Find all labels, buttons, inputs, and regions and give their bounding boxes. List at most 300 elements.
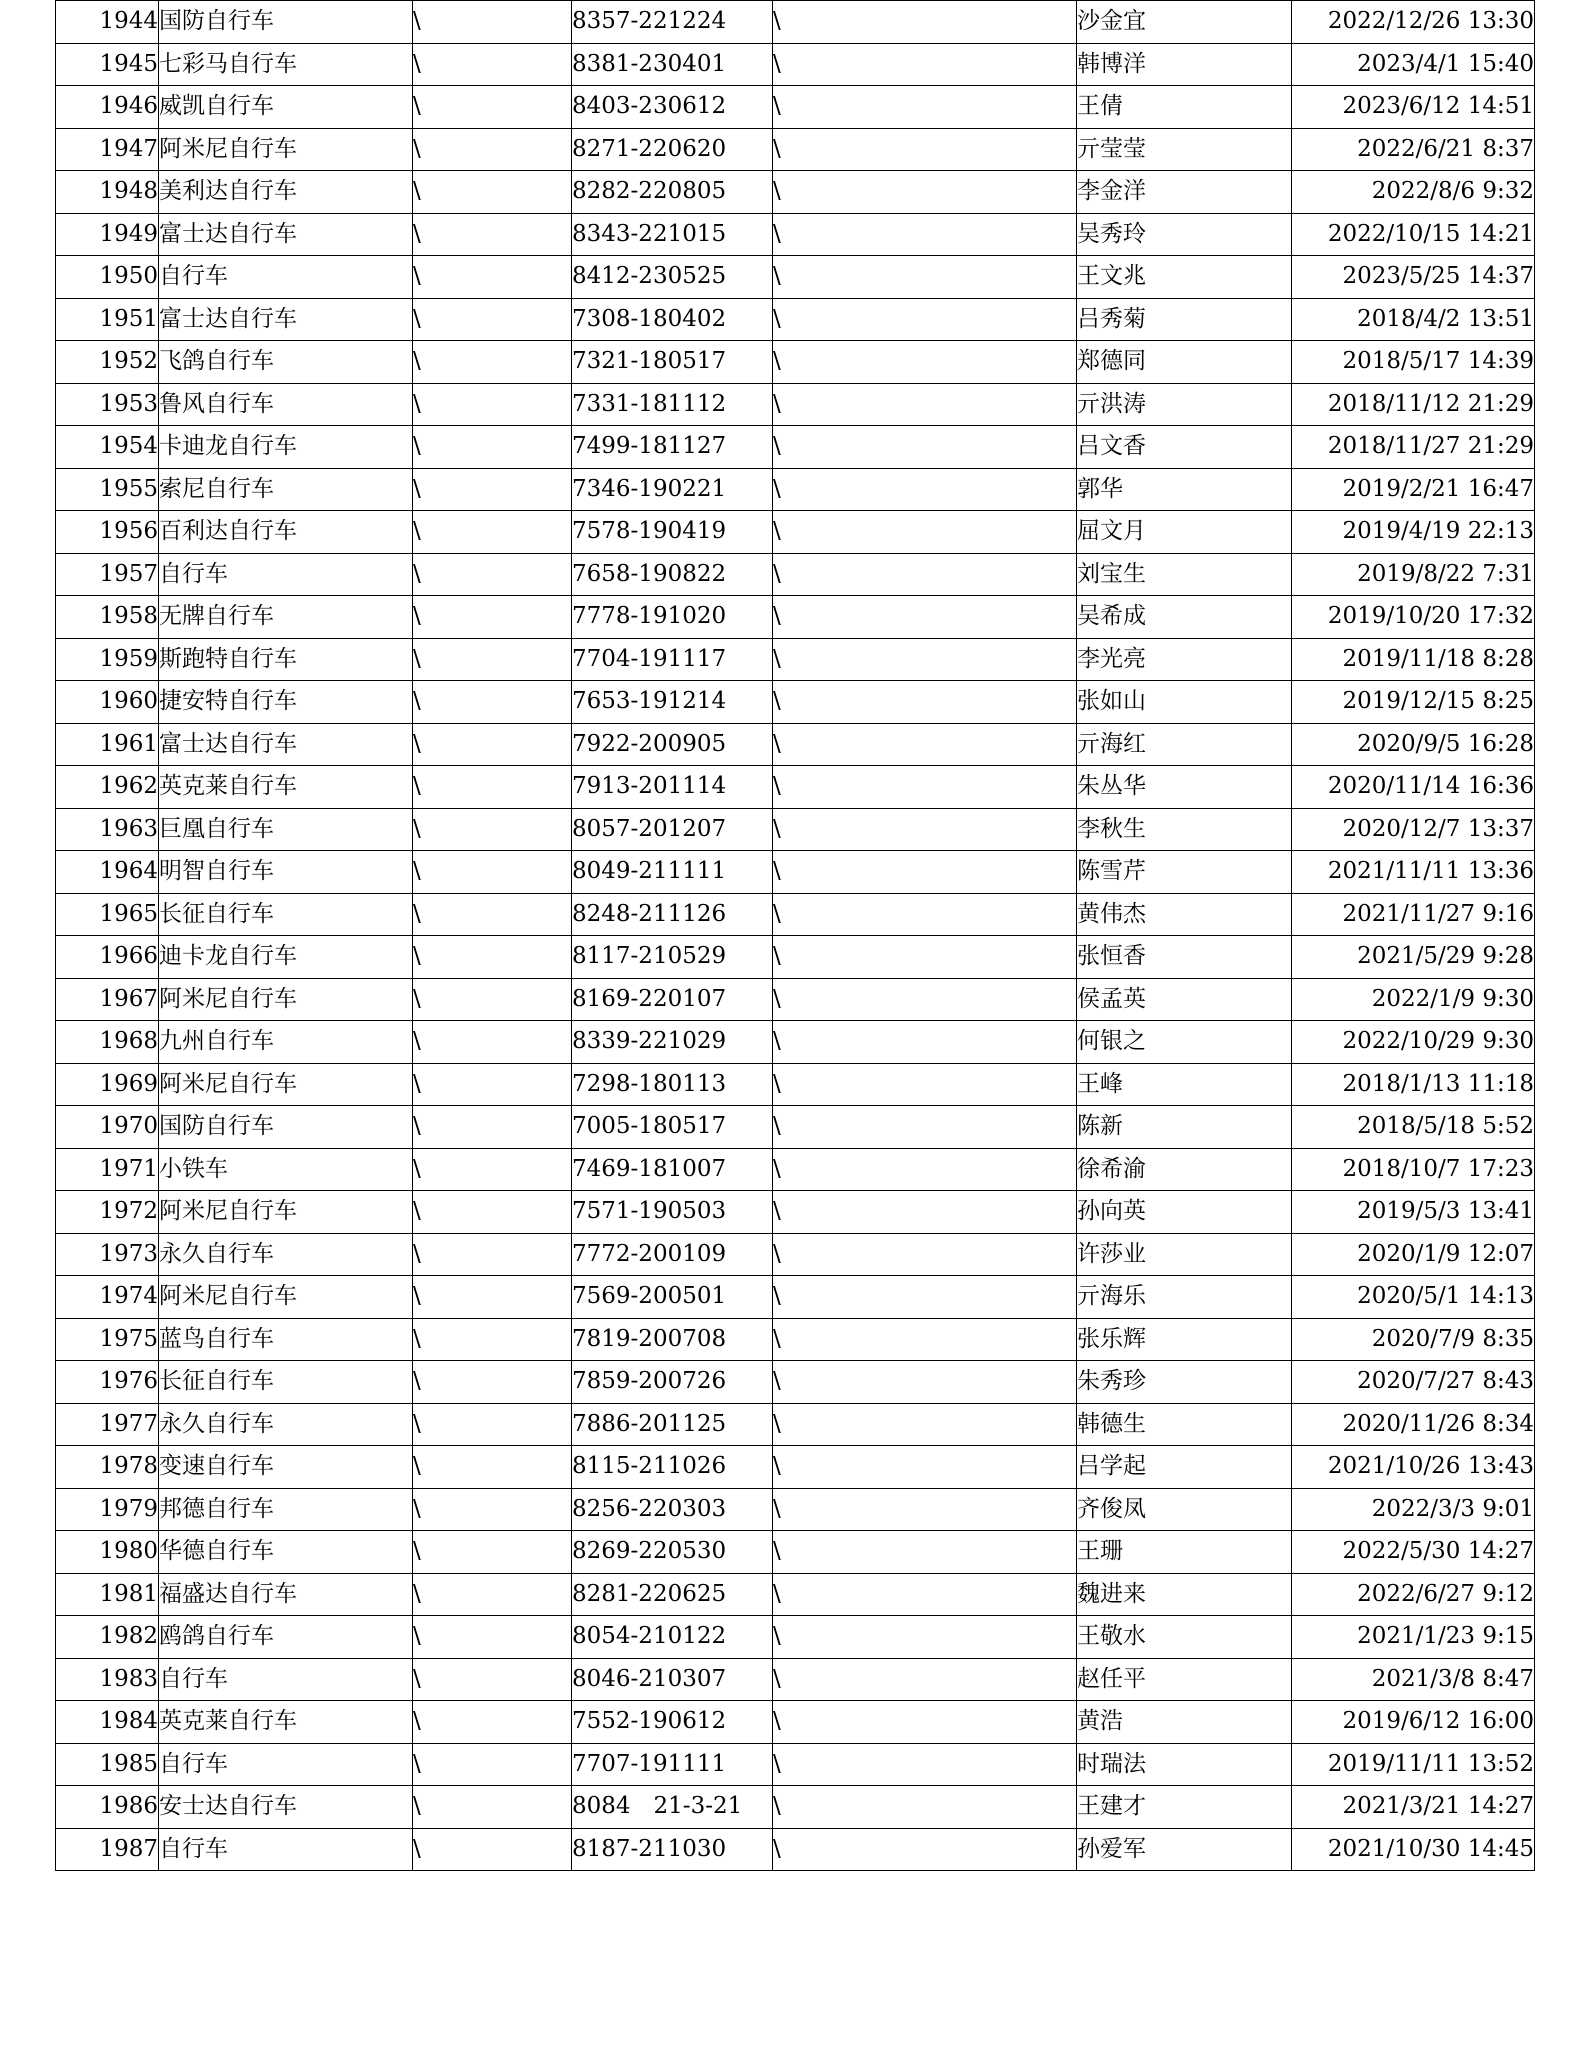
table-row — [56, 383, 1535, 426]
table-row — [56, 1106, 1535, 1149]
registered-time-cell: 2021/1/23 9:15 — [1292, 1616, 1535, 1659]
empty-marker-cell: \ — [413, 1531, 572, 1574]
empty-marker-cell: \ — [413, 468, 572, 511]
owner-name-cell: 孙向英 — [1077, 1191, 1292, 1234]
empty-marker-cell: \ — [413, 723, 572, 766]
tag-code-cell: 8271-220620 — [572, 128, 773, 171]
owner-name-cell: 朱丛华 — [1077, 766, 1292, 809]
empty-marker-cell: \ — [773, 1531, 1077, 1574]
table-row — [56, 1658, 1535, 1701]
registered-time-cell: 2020/5/1 14:13 — [1292, 1276, 1535, 1319]
record-number-cell: 1968 — [56, 1021, 159, 1064]
owner-name-cell: 吕学起 — [1077, 1446, 1292, 1489]
empty-marker-cell: \ — [773, 723, 1077, 766]
table-row — [56, 1233, 1535, 1276]
table-row — [56, 596, 1535, 639]
tag-code-cell: 7346-190221 — [572, 468, 773, 511]
empty-marker-cell: \ — [413, 936, 572, 979]
empty-marker-cell: \ — [413, 1403, 572, 1446]
owner-name-cell: 魏进来 — [1077, 1573, 1292, 1616]
table-row — [56, 1786, 1535, 1829]
record-number-cell: 1966 — [56, 936, 159, 979]
tag-code-cell: 7819-200708 — [572, 1318, 773, 1361]
empty-marker-cell: \ — [413, 128, 572, 171]
empty-marker-cell: \ — [413, 213, 572, 256]
tag-code-cell: 8381-230401 — [572, 43, 773, 86]
empty-marker-cell: \ — [773, 1, 1077, 44]
record-number-cell: 1975 — [56, 1318, 159, 1361]
empty-marker-cell: \ — [413, 1106, 572, 1149]
empty-marker-cell: \ — [773, 213, 1077, 256]
empty-marker-cell: \ — [773, 1318, 1077, 1361]
record-number-cell: 1964 — [56, 851, 159, 894]
vehicle-name-cell: 阿米尼自行车 — [159, 1276, 413, 1319]
empty-marker-cell: \ — [413, 1446, 572, 1489]
empty-marker-cell: \ — [413, 596, 572, 639]
table-row — [56, 723, 1535, 766]
table-row — [56, 1488, 1535, 1531]
record-number-cell: 1978 — [56, 1446, 159, 1489]
empty-marker-cell: \ — [413, 1786, 572, 1829]
owner-name-cell: 侯孟英 — [1077, 978, 1292, 1021]
table-row — [56, 1828, 1535, 1871]
owner-name-cell: 王倩 — [1077, 86, 1292, 129]
vehicle-name-cell: 自行车 — [159, 1743, 413, 1786]
empty-marker-cell: \ — [773, 1361, 1077, 1404]
table-row — [56, 213, 1535, 256]
owner-name-cell: 韩博洋 — [1077, 43, 1292, 86]
vehicle-name-cell: 七彩马自行车 — [159, 43, 413, 86]
record-number-cell: 1973 — [56, 1233, 159, 1276]
vehicle-name-cell: 阿米尼自行车 — [159, 1063, 413, 1106]
owner-name-cell: 王珊 — [1077, 1531, 1292, 1574]
vehicle-name-cell: 巨凰自行车 — [159, 808, 413, 851]
empty-marker-cell: \ — [413, 1743, 572, 1786]
table-row — [56, 1148, 1535, 1191]
registered-time-cell: 2022/8/6 9:32 — [1292, 171, 1535, 214]
empty-marker-cell: \ — [413, 1148, 572, 1191]
registered-time-cell: 2018/11/12 21:29 — [1292, 383, 1535, 426]
vehicle-name-cell: 华德自行车 — [159, 1531, 413, 1574]
record-number-cell: 1957 — [56, 553, 159, 596]
record-number-cell: 1945 — [56, 43, 159, 86]
empty-marker-cell: \ — [413, 681, 572, 724]
tag-code-cell: 8403-230612 — [572, 86, 773, 129]
record-number-cell: 1971 — [56, 1148, 159, 1191]
empty-marker-cell: \ — [413, 978, 572, 1021]
registered-time-cell: 2021/3/21 14:27 — [1292, 1786, 1535, 1829]
registered-time-cell: 2022/6/21 8:37 — [1292, 128, 1535, 171]
record-number-cell: 1974 — [56, 1276, 159, 1319]
vehicle-name-cell: 国防自行车 — [159, 1, 413, 44]
empty-marker-cell: \ — [773, 596, 1077, 639]
table-row — [56, 426, 1535, 469]
empty-marker-cell: \ — [773, 978, 1077, 1021]
vehicle-name-cell: 自行车 — [159, 256, 413, 299]
empty-marker-cell: \ — [413, 1616, 572, 1659]
empty-marker-cell: \ — [413, 638, 572, 681]
table-row — [56, 1531, 1535, 1574]
vehicle-name-cell: 邦德自行车 — [159, 1488, 413, 1531]
table-row — [56, 1701, 1535, 1744]
tag-code-cell: 7653-191214 — [572, 681, 773, 724]
registered-time-cell: 2018/1/13 11:18 — [1292, 1063, 1535, 1106]
record-number-cell: 1976 — [56, 1361, 159, 1404]
tag-code-cell: 8115-211026 — [572, 1446, 773, 1489]
registered-time-cell: 2019/8/22 7:31 — [1292, 553, 1535, 596]
vehicle-name-cell: 安士达自行车 — [159, 1786, 413, 1829]
table-row — [56, 511, 1535, 554]
record-number-cell: 1965 — [56, 893, 159, 936]
empty-marker-cell: \ — [773, 511, 1077, 554]
registered-time-cell: 2022/10/15 14:21 — [1292, 213, 1535, 256]
empty-marker-cell: \ — [773, 86, 1077, 129]
vehicle-name-cell: 威凯自行车 — [159, 86, 413, 129]
tag-code-cell: 7772-200109 — [572, 1233, 773, 1276]
tag-code-cell: 8117-210529 — [572, 936, 773, 979]
table-row — [56, 808, 1535, 851]
vehicle-name-cell: 阿米尼自行车 — [159, 128, 413, 171]
empty-marker-cell: \ — [773, 1743, 1077, 1786]
empty-marker-cell: \ — [773, 341, 1077, 384]
record-number-cell: 1960 — [56, 681, 159, 724]
table-row — [56, 43, 1535, 86]
tag-code-cell: 7005-180517 — [572, 1106, 773, 1149]
vehicle-name-cell: 百利达自行车 — [159, 511, 413, 554]
record-number-cell: 1952 — [56, 341, 159, 384]
empty-marker-cell: \ — [773, 851, 1077, 894]
tag-code-cell: 8084 21-3-21 — [572, 1786, 773, 1829]
table-row — [56, 1743, 1535, 1786]
registered-time-cell: 2022/10/29 9:30 — [1292, 1021, 1535, 1064]
registered-time-cell: 2019/10/20 17:32 — [1292, 596, 1535, 639]
vehicle-name-cell: 鸥鸽自行车 — [159, 1616, 413, 1659]
table-row — [56, 851, 1535, 894]
empty-marker-cell: \ — [413, 1658, 572, 1701]
vehicle-name-cell: 富士达自行车 — [159, 298, 413, 341]
empty-marker-cell: \ — [773, 553, 1077, 596]
tag-code-cell: 8339-221029 — [572, 1021, 773, 1064]
vehicle-name-cell: 阿米尼自行车 — [159, 978, 413, 1021]
empty-marker-cell: \ — [413, 851, 572, 894]
vehicle-name-cell: 福盛达自行车 — [159, 1573, 413, 1616]
record-number-cell: 1979 — [56, 1488, 159, 1531]
table-row — [56, 1318, 1535, 1361]
vehicle-name-cell: 长征自行车 — [159, 1361, 413, 1404]
record-number-cell: 1972 — [56, 1191, 159, 1234]
empty-marker-cell: \ — [413, 86, 572, 129]
registered-time-cell: 2019/12/15 8:25 — [1292, 681, 1535, 724]
registered-time-cell: 2020/1/9 12:07 — [1292, 1233, 1535, 1276]
vehicle-name-cell: 长征自行车 — [159, 893, 413, 936]
record-number-cell: 1958 — [56, 596, 159, 639]
owner-name-cell: 王敬水 — [1077, 1616, 1292, 1659]
tag-code-cell: 7569-200501 — [572, 1276, 773, 1319]
tag-code-cell: 8357-221224 — [572, 1, 773, 44]
table-row — [56, 893, 1535, 936]
record-number-cell: 1984 — [56, 1701, 159, 1744]
owner-name-cell: 刘宝生 — [1077, 553, 1292, 596]
empty-marker-cell: \ — [413, 1828, 572, 1871]
record-number-cell: 1961 — [56, 723, 159, 766]
empty-marker-cell: \ — [773, 1276, 1077, 1319]
tag-code-cell: 7886-201125 — [572, 1403, 773, 1446]
table-row — [56, 1, 1535, 44]
vehicle-name-cell: 美利达自行车 — [159, 171, 413, 214]
record-number-cell: 1969 — [56, 1063, 159, 1106]
tag-code-cell: 7308-180402 — [572, 298, 773, 341]
owner-name-cell: 王建才 — [1077, 1786, 1292, 1829]
record-number-cell: 1949 — [56, 213, 159, 256]
owner-name-cell: 吴秀玲 — [1077, 213, 1292, 256]
vehicle-name-cell: 富士达自行车 — [159, 723, 413, 766]
empty-marker-cell: \ — [413, 1361, 572, 1404]
tag-code-cell: 8049-211111 — [572, 851, 773, 894]
empty-marker-cell: \ — [413, 341, 572, 384]
record-number-cell: 1950 — [56, 256, 159, 299]
empty-marker-cell: \ — [773, 256, 1077, 299]
vehicle-name-cell: 索尼自行车 — [159, 468, 413, 511]
record-number-cell: 1983 — [56, 1658, 159, 1701]
registered-time-cell: 2021/5/29 9:28 — [1292, 936, 1535, 979]
tag-code-cell: 7552-190612 — [572, 1701, 773, 1744]
registered-time-cell: 2021/10/30 14:45 — [1292, 1828, 1535, 1871]
record-number-cell: 1967 — [56, 978, 159, 1021]
table-row — [56, 298, 1535, 341]
registered-time-cell: 2023/6/12 14:51 — [1292, 86, 1535, 129]
registered-time-cell: 2018/5/17 14:39 — [1292, 341, 1535, 384]
record-number-cell: 1982 — [56, 1616, 159, 1659]
empty-marker-cell: \ — [413, 1488, 572, 1531]
registered-time-cell: 2020/11/26 8:34 — [1292, 1403, 1535, 1446]
registered-time-cell: 2020/7/27 8:43 — [1292, 1361, 1535, 1404]
tag-code-cell: 7331-181112 — [572, 383, 773, 426]
owner-name-cell: 屈文月 — [1077, 511, 1292, 554]
owner-name-cell: 朱秀珍 — [1077, 1361, 1292, 1404]
empty-marker-cell: \ — [773, 808, 1077, 851]
empty-marker-cell: \ — [773, 43, 1077, 86]
registered-time-cell: 2018/4/2 13:51 — [1292, 298, 1535, 341]
table-row — [56, 468, 1535, 511]
empty-marker-cell: \ — [413, 426, 572, 469]
record-number-cell: 1951 — [56, 298, 159, 341]
registered-time-cell: 2019/11/11 13:52 — [1292, 1743, 1535, 1786]
empty-marker-cell: \ — [773, 1488, 1077, 1531]
empty-marker-cell: \ — [773, 468, 1077, 511]
empty-marker-cell: \ — [773, 383, 1077, 426]
vehicle-name-cell: 明智自行车 — [159, 851, 413, 894]
tag-code-cell: 8046-210307 — [572, 1658, 773, 1701]
owner-name-cell: 吕秀菊 — [1077, 298, 1292, 341]
record-number-cell: 1953 — [56, 383, 159, 426]
table-row — [56, 128, 1535, 171]
registered-time-cell: 2019/5/3 13:41 — [1292, 1191, 1535, 1234]
tag-code-cell: 8054-210122 — [572, 1616, 773, 1659]
owner-name-cell: 陈雪芹 — [1077, 851, 1292, 894]
tag-code-cell: 7499-181127 — [572, 426, 773, 469]
empty-marker-cell: \ — [413, 298, 572, 341]
empty-marker-cell: \ — [413, 1701, 572, 1744]
table-row — [56, 341, 1535, 384]
empty-marker-cell: \ — [413, 43, 572, 86]
tag-code-cell: 8343-221015 — [572, 213, 773, 256]
registered-time-cell: 2022/3/3 9:01 — [1292, 1488, 1535, 1531]
vehicle-name-cell: 永久自行车 — [159, 1233, 413, 1276]
record-number-cell: 1987 — [56, 1828, 159, 1871]
record-number-cell: 1959 — [56, 638, 159, 681]
owner-name-cell: 亓海红 — [1077, 723, 1292, 766]
registered-time-cell: 2020/12/7 13:37 — [1292, 808, 1535, 851]
registered-time-cell: 2022/6/27 9:12 — [1292, 1573, 1535, 1616]
tag-code-cell: 8281-220625 — [572, 1573, 773, 1616]
vehicle-name-cell: 小铁车 — [159, 1148, 413, 1191]
tag-code-cell: 7571-190503 — [572, 1191, 773, 1234]
owner-name-cell: 韩德生 — [1077, 1403, 1292, 1446]
records-table — [55, 0, 1535, 1871]
vehicle-name-cell: 永久自行车 — [159, 1403, 413, 1446]
owner-name-cell: 亓洪涛 — [1077, 383, 1292, 426]
record-number-cell: 1946 — [56, 86, 159, 129]
vehicle-name-cell: 英克莱自行车 — [159, 766, 413, 809]
registered-time-cell: 2023/5/25 14:37 — [1292, 256, 1535, 299]
owner-name-cell: 许莎业 — [1077, 1233, 1292, 1276]
record-number-cell: 1948 — [56, 171, 159, 214]
table-row — [56, 1573, 1535, 1616]
empty-marker-cell: \ — [773, 1701, 1077, 1744]
registered-time-cell: 2021/11/11 13:36 — [1292, 851, 1535, 894]
empty-marker-cell: \ — [413, 511, 572, 554]
empty-marker-cell: \ — [773, 1828, 1077, 1871]
registered-time-cell: 2021/11/27 9:16 — [1292, 893, 1535, 936]
empty-marker-cell: \ — [773, 893, 1077, 936]
table-row — [56, 766, 1535, 809]
empty-marker-cell: \ — [773, 1446, 1077, 1489]
empty-marker-cell: \ — [773, 1148, 1077, 1191]
table-row — [56, 1191, 1535, 1234]
empty-marker-cell: \ — [773, 1106, 1077, 1149]
empty-marker-cell: \ — [413, 1573, 572, 1616]
owner-name-cell: 吴希成 — [1077, 596, 1292, 639]
tag-code-cell: 8269-220530 — [572, 1531, 773, 1574]
tag-code-cell: 7321-180517 — [572, 341, 773, 384]
owner-name-cell: 黄伟杰 — [1077, 893, 1292, 936]
vehicle-name-cell: 富士达自行车 — [159, 213, 413, 256]
vehicle-name-cell: 斯跑特自行车 — [159, 638, 413, 681]
registered-time-cell: 2023/4/1 15:40 — [1292, 43, 1535, 86]
owner-name-cell: 王峰 — [1077, 1063, 1292, 1106]
record-number-cell: 1970 — [56, 1106, 159, 1149]
record-number-cell: 1954 — [56, 426, 159, 469]
registered-time-cell: 2021/10/26 13:43 — [1292, 1446, 1535, 1489]
tag-code-cell: 8187-211030 — [572, 1828, 773, 1871]
registered-time-cell: 2019/6/12 16:00 — [1292, 1701, 1535, 1744]
registered-time-cell: 2022/5/30 14:27 — [1292, 1531, 1535, 1574]
empty-marker-cell: \ — [413, 383, 572, 426]
owner-name-cell: 黄浩 — [1077, 1701, 1292, 1744]
empty-marker-cell: \ — [413, 808, 572, 851]
tag-code-cell: 7469-181007 — [572, 1148, 773, 1191]
vehicle-name-cell: 卡迪龙自行车 — [159, 426, 413, 469]
empty-marker-cell: \ — [773, 171, 1077, 214]
record-number-cell: 1985 — [56, 1743, 159, 1786]
owner-name-cell: 吕文香 — [1077, 426, 1292, 469]
empty-marker-cell: \ — [413, 1063, 572, 1106]
registered-time-cell: 2019/4/19 22:13 — [1292, 511, 1535, 554]
vehicle-name-cell: 自行车 — [159, 1828, 413, 1871]
vehicle-name-cell: 飞鸽自行车 — [159, 341, 413, 384]
empty-marker-cell: \ — [773, 1786, 1077, 1829]
owner-name-cell: 徐希渝 — [1077, 1148, 1292, 1191]
empty-marker-cell: \ — [773, 1658, 1077, 1701]
table-row — [56, 86, 1535, 129]
vehicle-name-cell: 自行车 — [159, 1658, 413, 1701]
tag-code-cell: 7778-191020 — [572, 596, 773, 639]
empty-marker-cell: \ — [413, 1191, 572, 1234]
tag-code-cell: 7658-190822 — [572, 553, 773, 596]
tag-code-cell: 7913-201114 — [572, 766, 773, 809]
record-number-cell: 1955 — [56, 468, 159, 511]
table-row — [56, 1446, 1535, 1489]
owner-name-cell: 陈新 — [1077, 1106, 1292, 1149]
owner-name-cell: 亓海乐 — [1077, 1276, 1292, 1319]
tag-code-cell: 7578-190419 — [572, 511, 773, 554]
tag-code-cell: 8169-220107 — [572, 978, 773, 1021]
table-row — [56, 1403, 1535, 1446]
empty-marker-cell: \ — [413, 256, 572, 299]
empty-marker-cell: \ — [773, 1021, 1077, 1064]
empty-marker-cell: \ — [773, 766, 1077, 809]
vehicle-name-cell: 英克莱自行车 — [159, 1701, 413, 1744]
empty-marker-cell: \ — [773, 1233, 1077, 1276]
owner-name-cell: 齐俊凤 — [1077, 1488, 1292, 1531]
table-row — [56, 936, 1535, 979]
owner-name-cell: 李光亮 — [1077, 638, 1292, 681]
empty-marker-cell: \ — [413, 553, 572, 596]
record-number-cell: 1947 — [56, 128, 159, 171]
owner-name-cell: 张如山 — [1077, 681, 1292, 724]
vehicle-name-cell: 捷安特自行车 — [159, 681, 413, 724]
vehicle-name-cell: 无牌自行车 — [159, 596, 413, 639]
empty-marker-cell: \ — [773, 1403, 1077, 1446]
owner-name-cell: 时瑞法 — [1077, 1743, 1292, 1786]
record-number-cell: 1944 — [56, 1, 159, 44]
registered-time-cell: 2019/2/21 16:47 — [1292, 468, 1535, 511]
registered-time-cell: 2021/3/8 8:47 — [1292, 1658, 1535, 1701]
table-row — [56, 681, 1535, 724]
owner-name-cell: 李秋生 — [1077, 808, 1292, 851]
tag-code-cell: 7707-191111 — [572, 1743, 773, 1786]
table-row — [56, 256, 1535, 299]
table-row — [56, 1021, 1535, 1064]
record-number-cell: 1963 — [56, 808, 159, 851]
registered-time-cell: 2019/11/18 8:28 — [1292, 638, 1535, 681]
empty-marker-cell: \ — [773, 681, 1077, 724]
empty-marker-cell: \ — [773, 426, 1077, 469]
registered-time-cell: 2018/10/7 17:23 — [1292, 1148, 1535, 1191]
table-row — [56, 1276, 1535, 1319]
table-row — [56, 553, 1535, 596]
owner-name-cell: 孙爱军 — [1077, 1828, 1292, 1871]
empty-marker-cell: \ — [773, 1573, 1077, 1616]
records-body — [56, 1, 1535, 1871]
table-row — [56, 1361, 1535, 1404]
vehicle-name-cell: 自行车 — [159, 553, 413, 596]
empty-marker-cell: \ — [773, 128, 1077, 171]
vehicle-name-cell: 九州自行车 — [159, 1021, 413, 1064]
table-row — [56, 978, 1535, 1021]
owner-name-cell: 张乐辉 — [1077, 1318, 1292, 1361]
empty-marker-cell: \ — [773, 638, 1077, 681]
